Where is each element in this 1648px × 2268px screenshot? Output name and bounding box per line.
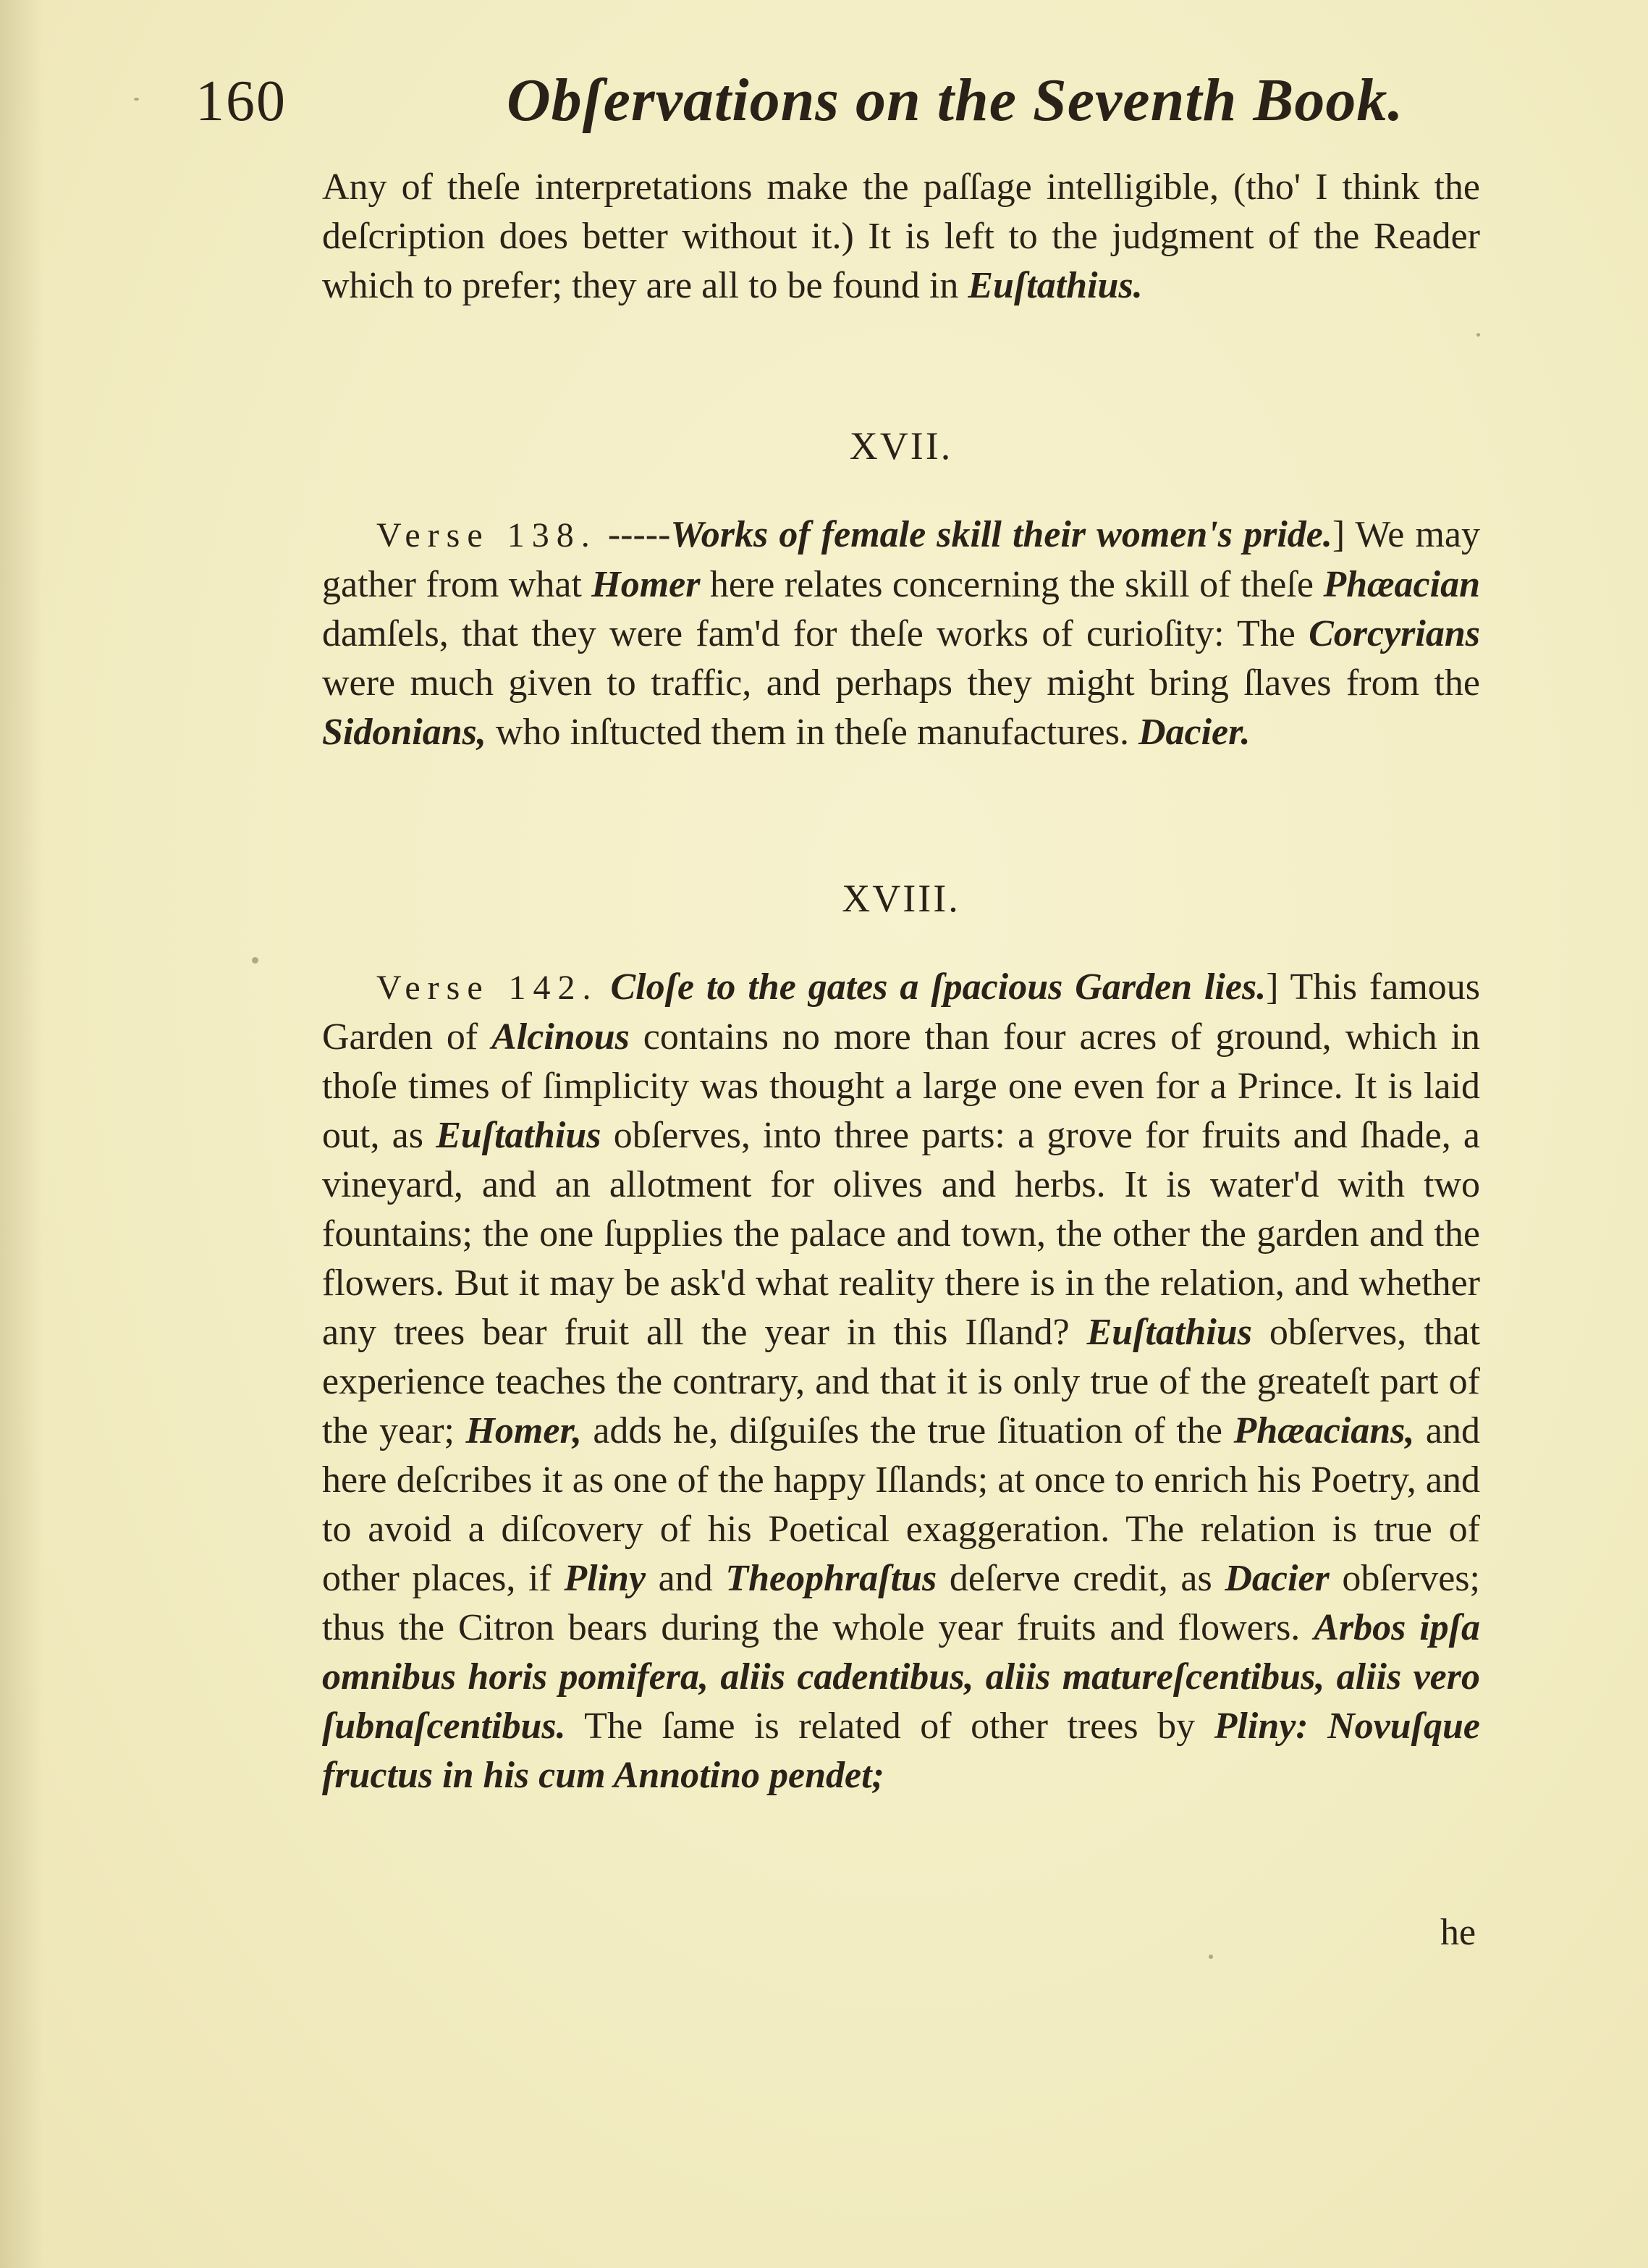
latin-quote-1: Arbos ipſa omnibus horis pomifera, aliis cadentibus, aliis matureſcentibus, aliis vero ſubnaſcentibus.	[322, 1607, 1480, 1747]
name-homer-2: Homer,	[465, 1410, 582, 1451]
lemma-142: Cloſe to the gates a ſpacious Garden lies.	[610, 966, 1267, 1008]
page-number: 160	[195, 69, 287, 133]
s18-text-6: and here deſcribes it as one of the happy Iſlands; at once to enrich his Poetry, and to avoid a diſcovery of his Poetical exaggeration. The relation is true of other places, if	[322, 1410, 1480, 1599]
paper-speck	[1476, 333, 1480, 337]
name-theophrastus: Theophraſtus	[725, 1558, 937, 1599]
s18-text-3: obſerves, into three parts: a grove for fruits and ſhade, a vineyard, and an allotment for olives and herbs. It is water'd with two fountains; the one ſupplies the palace and town, the other the garden and the flowers. But it may be ask'd what reality there is in the relation, and whether any trees bear fruit all the year in this Iſland?	[322, 1115, 1480, 1353]
name-pliny-1: Pliny	[564, 1558, 646, 1599]
name-alcinous: Alcinous	[491, 1016, 630, 1058]
s17-text-5: who inſtucted them in theſe manufactures.	[486, 712, 1138, 753]
name-corcyrians: Corcyrians	[1309, 613, 1480, 654]
name-homer: Homer	[591, 564, 701, 605]
s17-text-4: were much given to traffic, and perhaps they might bring ſlaves from the	[322, 662, 1480, 704]
gutter-shadow	[0, 0, 43, 2268]
name-dacier-2: Dacier	[1225, 1558, 1330, 1599]
paper-speck	[134, 98, 139, 101]
paper-speck	[252, 957, 258, 964]
section-number-17: XVII.	[849, 424, 953, 468]
lemma-close-142: ]	[1266, 966, 1279, 1008]
lemma-close-138: ]	[1332, 514, 1345, 555]
name-eustathius-1: Euſtathius	[436, 1115, 601, 1156]
intro-paragraph	[322, 163, 1480, 311]
section-number-18: XVIII.	[842, 877, 960, 920]
lemma-138: Works of female skill their women's pride.	[670, 514, 1332, 555]
s17-text-2: here relates concerning the skill of theſe	[700, 564, 1324, 605]
name-phaeacians: Phæacians,	[1233, 1410, 1415, 1451]
s18-text-1: This famous Garden of	[322, 966, 1481, 1058]
catchword: he	[1440, 1912, 1476, 1953]
intro-text: Any of theſe interpretations make the paſſage intelligible, (tho' I think the deſcription does better without it.) It is left to the judgment of the Reader which to prefer; they are all to be found in	[322, 166, 1480, 306]
section-17-paragraph	[322, 510, 1480, 757]
name-eustathius-2: Euſtathius	[1086, 1312, 1252, 1353]
s18-text-11	[1309, 1706, 1328, 1747]
s17-text-1: We may gather from what	[322, 514, 1480, 605]
name-dacier: Dacier.	[1138, 712, 1251, 753]
name-pliny-2: Pliny:	[1214, 1706, 1309, 1747]
name-phaeacian: Phæacian	[1323, 564, 1480, 605]
section-18-paragraph	[322, 963, 1480, 1800]
s18-text-2: contains no more than four acres of ground, which in thoſe times of ſimplicity was thought a large one even for a Prince. It is laid out, as	[322, 1016, 1480, 1156]
verse-label-142: Verse 142.	[376, 969, 599, 1007]
page-header	[195, 67, 1404, 148]
s18-text-4: obſerves, that experience teaches the contrary, and that it is only true of the greateſt part of the year;	[322, 1312, 1480, 1451]
author-eustathius: Euſtathius.	[968, 265, 1143, 306]
verse-label-138: Verse 138.	[376, 516, 597, 555]
s18-text-5: adds he, diſguiſes the true ſituation of the	[581, 1410, 1234, 1451]
latin-quote-2: Novuſque fructus in his cum Annotino pendet;	[322, 1706, 1480, 1796]
paper-speck	[1209, 1955, 1213, 1959]
lemma-dash: -----	[596, 514, 671, 555]
s18-text-10: The ſame is related of other trees by	[565, 1706, 1214, 1747]
s18-text-7: and	[646, 1558, 726, 1599]
s18-text-8: deſerve credit, as	[937, 1558, 1225, 1599]
s17-text-3: damſels, that they were fam'd for theſe works of curioſity: The	[322, 613, 1309, 654]
s18-text-9: obſerves; thus the Citron bears during the whole year fruits and flowers.	[322, 1558, 1480, 1648]
running-head: Obſervations on the Seventh Book.	[507, 67, 1404, 134]
name-sidonians: Sidonians,	[322, 712, 486, 753]
